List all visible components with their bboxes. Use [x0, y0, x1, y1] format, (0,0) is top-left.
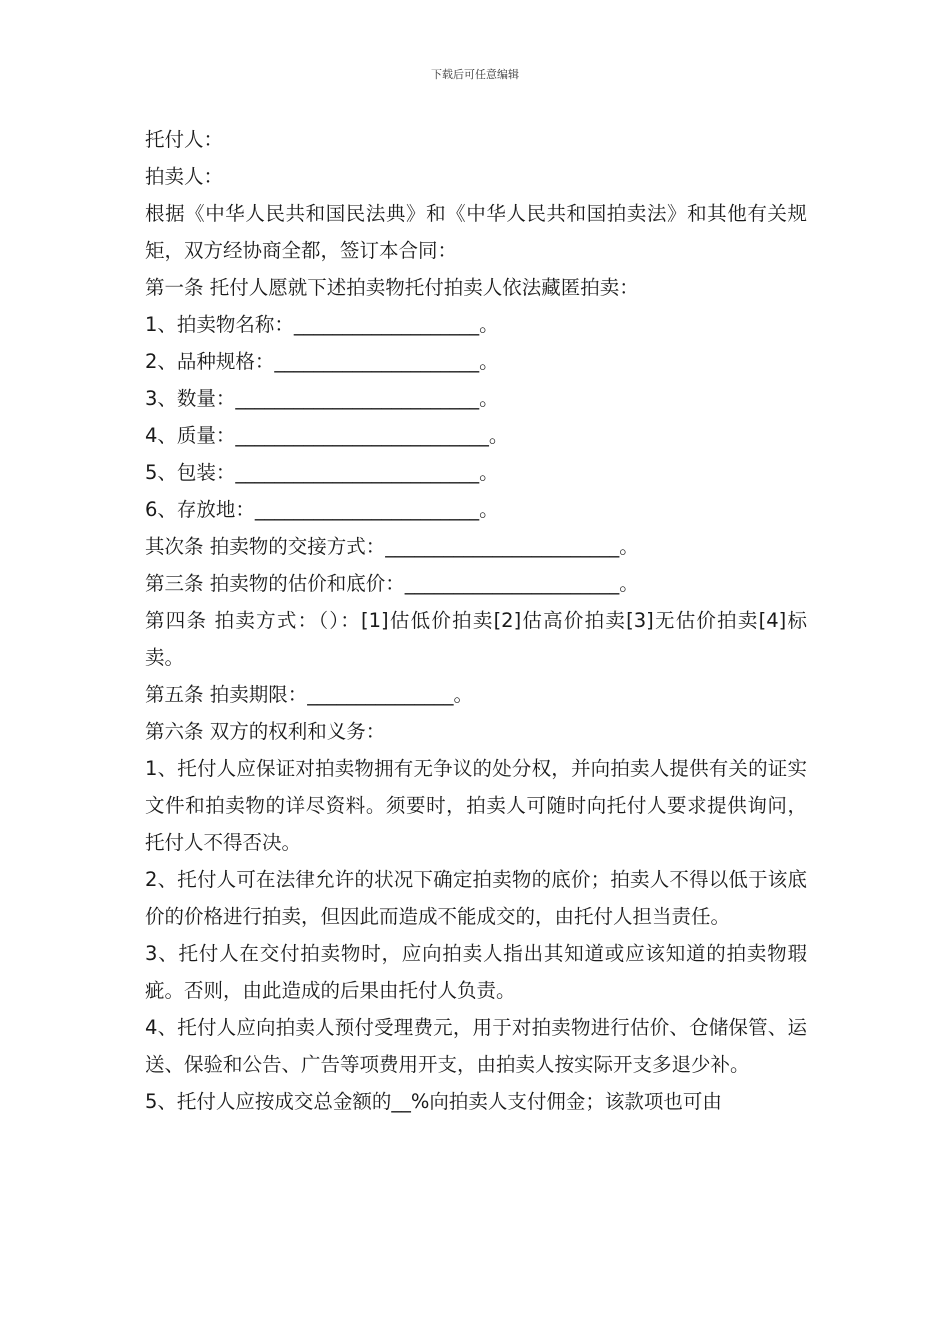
auctioneer-line: 拍卖人：: [145, 165, 224, 188]
article-5-line: 第五条 拍卖期限：_______________。: [145, 683, 473, 706]
item-quantity-line: 3、数量：_________________________。: [145, 387, 499, 410]
item-name-line: 1、拍卖物名称：___________________。: [145, 313, 499, 336]
preamble-paragraph: 根据《中华人民共和国民法典》和《中华人民共和国拍卖法》和其他有关规矩，双方经协商全都，签订本合同：: [145, 202, 807, 262]
article-6-clause-5: 5、托付人应按成交总金额的__%向拍卖人支付佣金；该款项也可由: [145, 1090, 722, 1113]
article-6-clause-1: 1、托付人应保证对拍卖物拥有无争议的处分权，并向拍卖人提供有关的证实文件和拍卖物的详尽资料。须要时，拍卖人可随时向托付人要求提供询问，托付人不得否决。: [145, 757, 807, 854]
article-2-line: 其次条 拍卖物的交接方式：________________________。: [145, 535, 639, 558]
article-6-heading: 第六条 双方的权利和义务：: [145, 720, 386, 743]
article-6-clause-4: 4、托付人应向拍卖人预付受理费元，用于对拍卖物进行估价、仓储保管、运送、保验和公告、广告等项费用开支，由拍卖人按实际开支多退少补。: [145, 1016, 807, 1076]
article-4-paragraph: 第四条 拍卖方式：（）：[1]估低价拍卖[2]估高价拍卖[3]无估价拍卖[4]标卖。: [145, 609, 807, 669]
item-location-line: 6、存放地：_______________________。: [145, 498, 499, 521]
article-6-clause-3: 3、托付人在交付拍卖物时，应向拍卖人指出其知道或应该知道的拍卖物瑕疵。否则，由此造成的后果由托付人负责。: [145, 942, 807, 1002]
item-quality-line: 4、质量：__________________________。: [145, 424, 509, 447]
item-packaging-line: 5、包装：_________________________。: [145, 461, 499, 484]
item-spec-line: 2、品种规格：_____________________。: [145, 350, 499, 373]
contract-body: [145, 121, 807, 1120]
page-header: 下载后可任意编辑: [431, 68, 519, 81]
article-6-clause-2: 2、托付人可在法律允许的状况下确定拍卖物的底价；拍卖人不得以低于该底价的价格进行拍卖，但因此而造成不能成交的，由托付人担当责任。: [145, 868, 807, 928]
consignor-line: 托付人：: [145, 128, 224, 151]
article-3-line: 第三条 拍卖物的估价和底价：______________________。: [145, 572, 639, 595]
article-1-heading: 第一条 托付人愿就下述拍卖物托付拍卖人依法藏匿拍卖：: [145, 276, 639, 299]
